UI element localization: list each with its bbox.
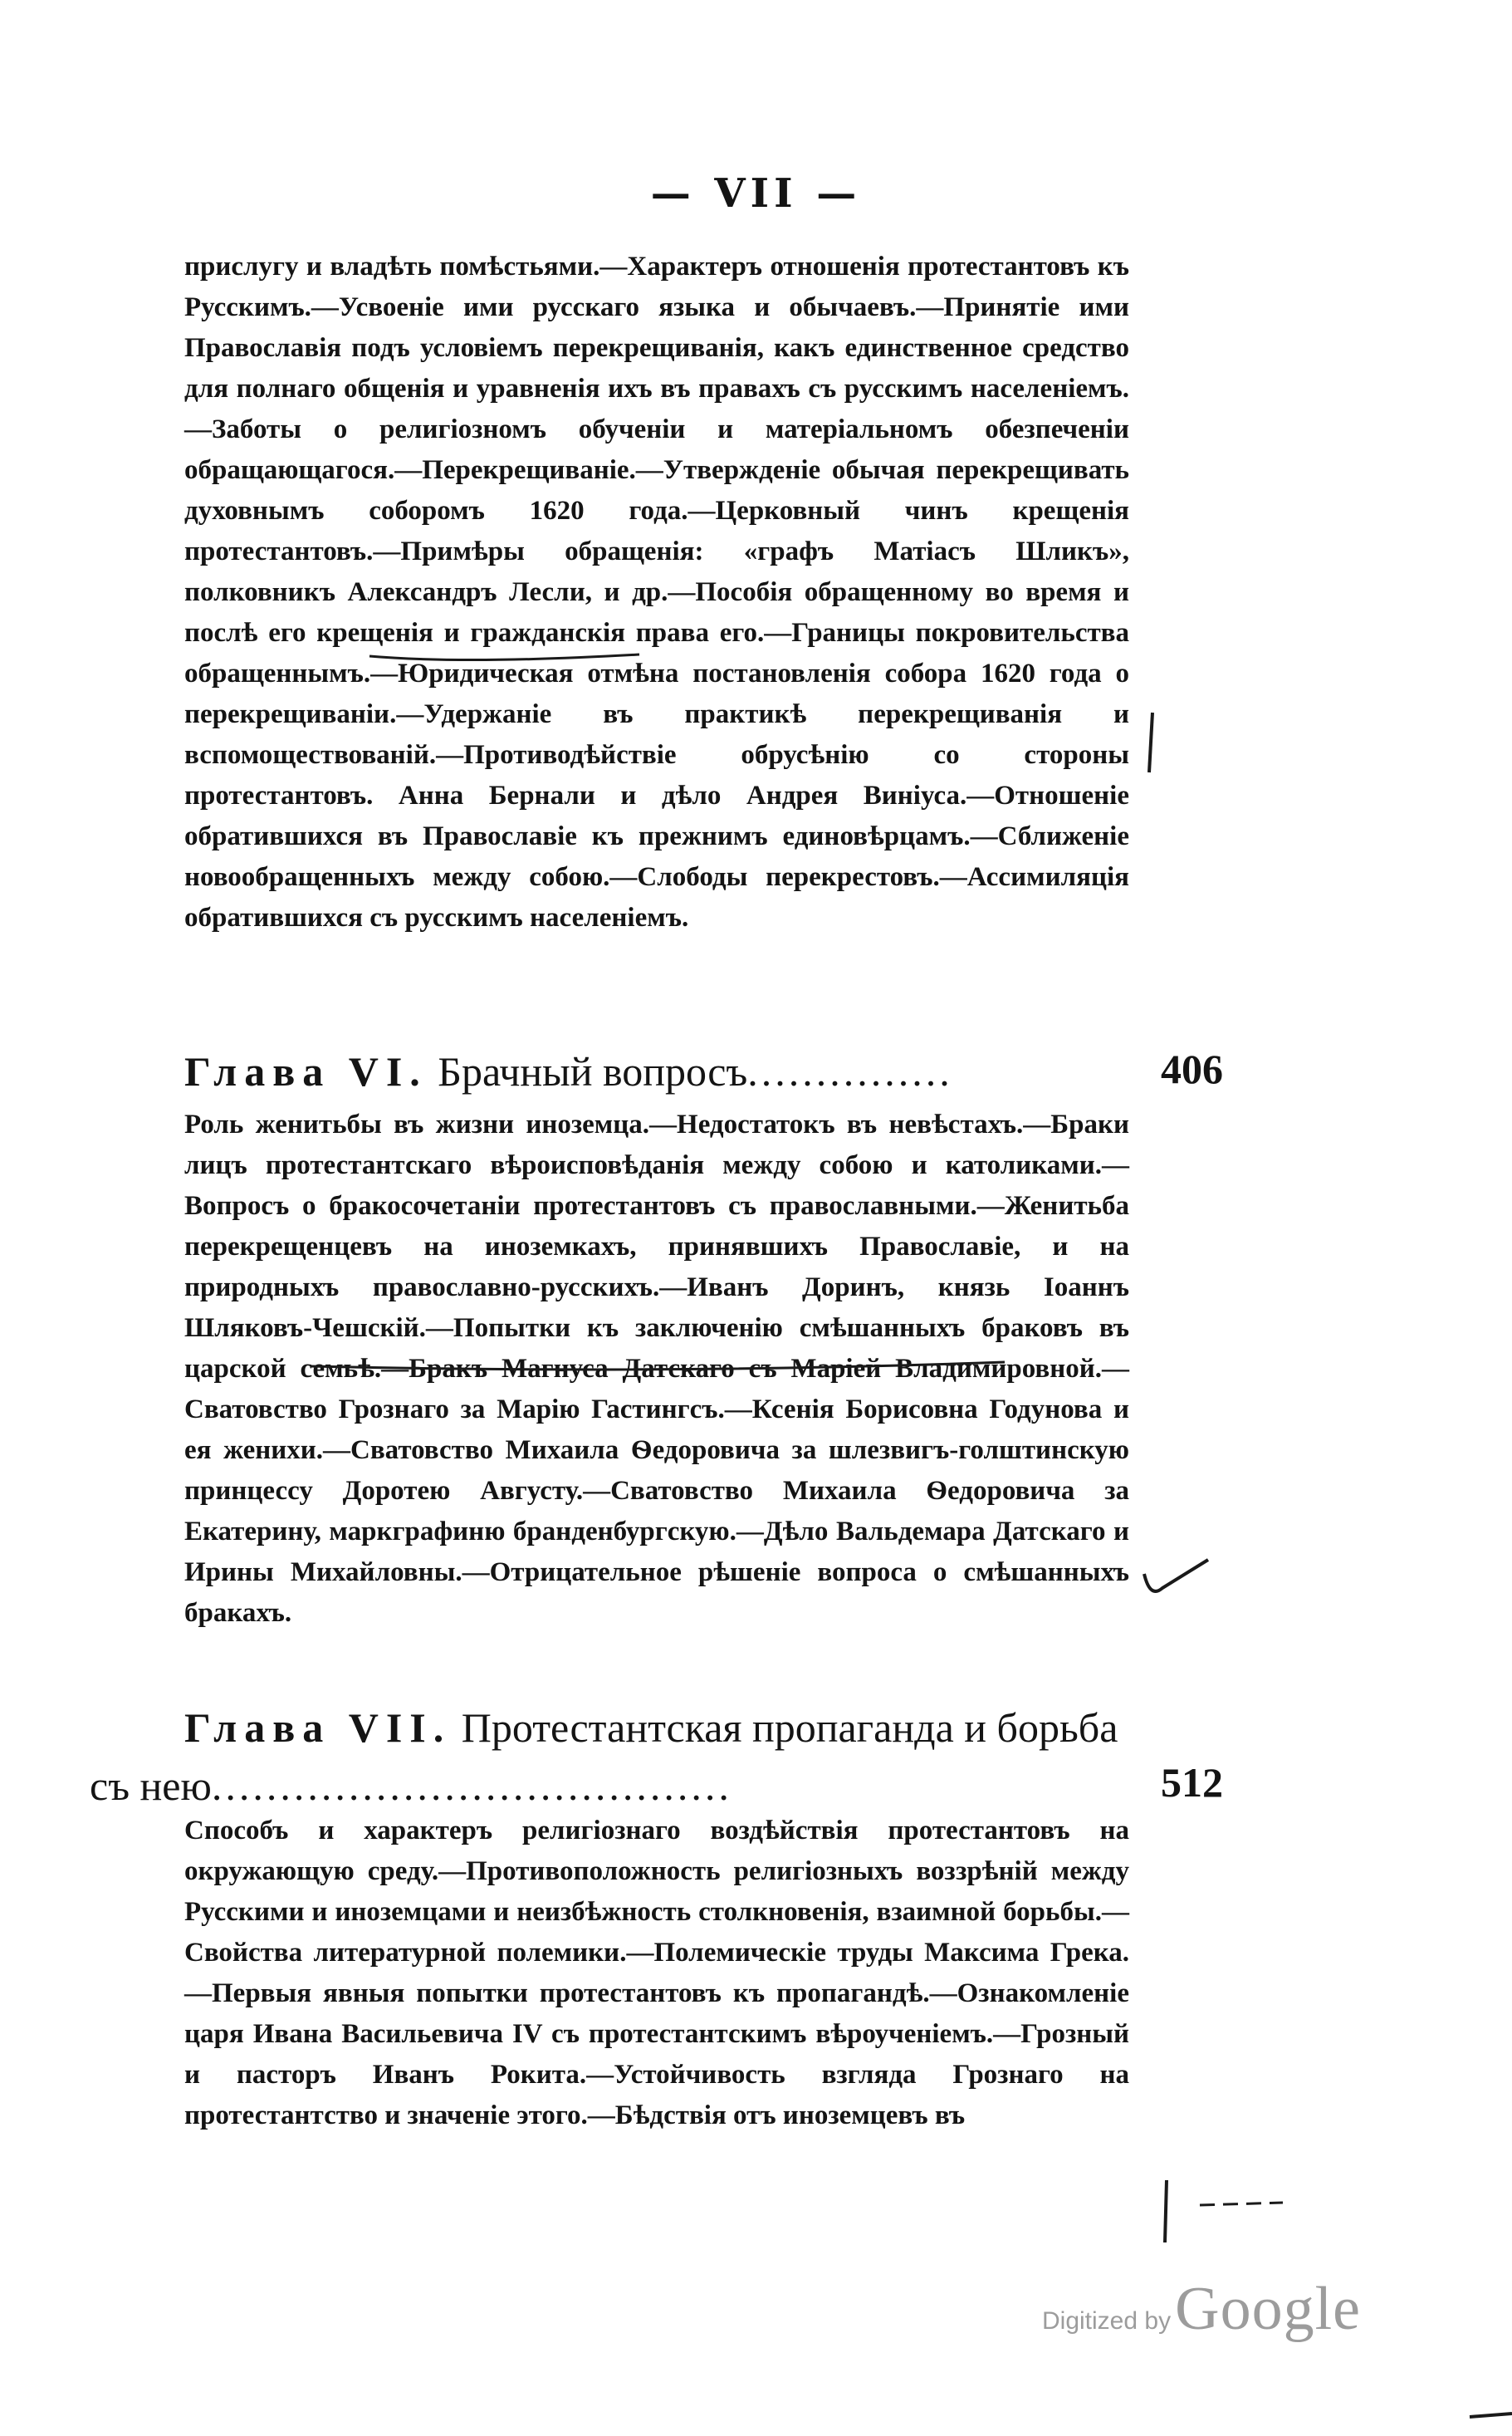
google-watermark	[1042, 2274, 1361, 2345]
chapter-6-page-number: 406	[1161, 1046, 1223, 1092]
chapter-7-heading	[184, 1698, 1231, 1757]
chapter-6-summary: Роль женитьбы въ жизни иноземца.—Недостатокъ въ невѣстахъ.—Браки лицъ протестантскаго вѣроисповѣданія между собою и католиками.—Вопросъ о бракосочетаніи протестантовъ съ православными.—Женитьба перекрещенцевъ на иноземкахъ, принявшихъ Православіе, и на природныхъ православно-русскихъ.—Иванъ Доринъ, князь Іоаннъ Шляковъ-Чешскій.—Попытки къ заключенію смѣшанныхъ браковъ въ царской семьѣ.—Бракъ Магнуса Датскаго съ Маріей Владимировной.—Сватовство Грознаго за Марію Гастингсъ.—Ксенія Борисовна Годунова и ея женихи.—Сватовство Михаила Ѳедоровича за шлезвигъ-голштинскую принцессу Доротею Августу.—Сватовство Михаила Ѳедоровича за Екатерину, маркграфиню бранденбургскую.—Дѣло Вальдемара Датскаго и Ирины Михайловны.—Отрицательное рѣшеніе вопроса о смѣшанныхъ бракахъ.	[184, 1110, 1129, 1628]
margin-check-mark	[1144, 1560, 1208, 1591]
chapter-6-leader-dots: ...............	[747, 1048, 953, 1095]
chapter-7-leader-dots: ......................................	[211, 1762, 732, 1809]
chapter-7-heading-continued	[90, 1757, 1236, 1815]
chapter-6-label: Глава VI.	[184, 1048, 428, 1095]
chapter-6-title: Брачный вопросъ	[438, 1048, 748, 1095]
chapter-7-label: Глава VII.	[184, 1704, 452, 1751]
corner-dash	[1470, 2414, 1512, 2417]
section-intro-text: прислугу и владѣть помѣстьями.—Характеръ отношенія протестантовъ къ Русскимъ.—Усвоеніе ими русскаго языка и обычаевъ.—Принятіе ими Православія подъ условіемъ перекрещиванія, какъ единственное средство для полнаго общенія и уравненія ихъ въ правахъ съ русскимъ населеніемъ.—Заботы о религіозномъ обученіи и матеріальномъ обезпеченіи обращающагося.—Перекрещиваніе.—Утвержденіе обычая перекрещивать духовнымъ соборомъ 1620 года.—Церковный чинъ крещенія протестантовъ.—Примѣры обращенія: «графъ Матіасъ Шликъ», полковникъ Александръ Лесли, и др.—Пособія обращенному во время и послѣ его крещенія и гражданскія права его.—Границы покровительства обращеннымъ.—Юридическая отмѣна постановленія собора 1620 года о перекрещиваніи.—Удержаніе въ практикѣ перекрещиванія и вспомоществованій.—Противодѣйствіе обрусѣнію со стороны протестантовъ. Анна Бернали и дѣло Андрея Виніуса.—Отношеніе обратившихся въ Православіе къ прежнимъ единовѣрцамъ.—Сближеніе новообращенныхъ между собою.—Слободы перекрестовъ.—Ассимиляція обратившихся съ русскимъ населеніемъ.	[184, 252, 1129, 933]
chapter-6-heading	[184, 1042, 1231, 1100]
chapter-7-page-number: 512	[1161, 1759, 1223, 1806]
margin-dash	[1200, 2203, 1283, 2205]
margin-bracket-1	[1149, 713, 1152, 772]
chapter-7-title-line2: съ нею	[90, 1762, 212, 1809]
watermark-prefix: Digitized by	[1042, 2307, 1172, 2335]
watermark-brand: Google	[1175, 2275, 1362, 2343]
margin-bracket-2	[1165, 2180, 1167, 2242]
chapter-7-title-line1: Протестантская пропаганда и борьба	[461, 1704, 1118, 1751]
page-number: — VII —	[650, 170, 862, 217]
chapter-7-summary: Способъ и характеръ религіознаго воздѣйствія протестантовъ на окружающую среду.—Противоположность религіозныхъ воззрѣній между Русскими и иноземцами и неизбѣжность столкновенія, взаимной борьбы.—Свойства литературной полемики.—Полемическіе труды Максима Грека.—Первыя явныя попытки протестантовъ къ пропагандѣ.—Ознакомленіе царя Ивана Васильевича IV съ протестантскимъ вѣроученіемъ.—Грозный и пасторъ Иванъ Рокита.—Устойчивость взгляда Грознаго на протестантство и значеніе этого.—Бѣдствія отъ иноземцевъ въ	[184, 1816, 1129, 2130]
